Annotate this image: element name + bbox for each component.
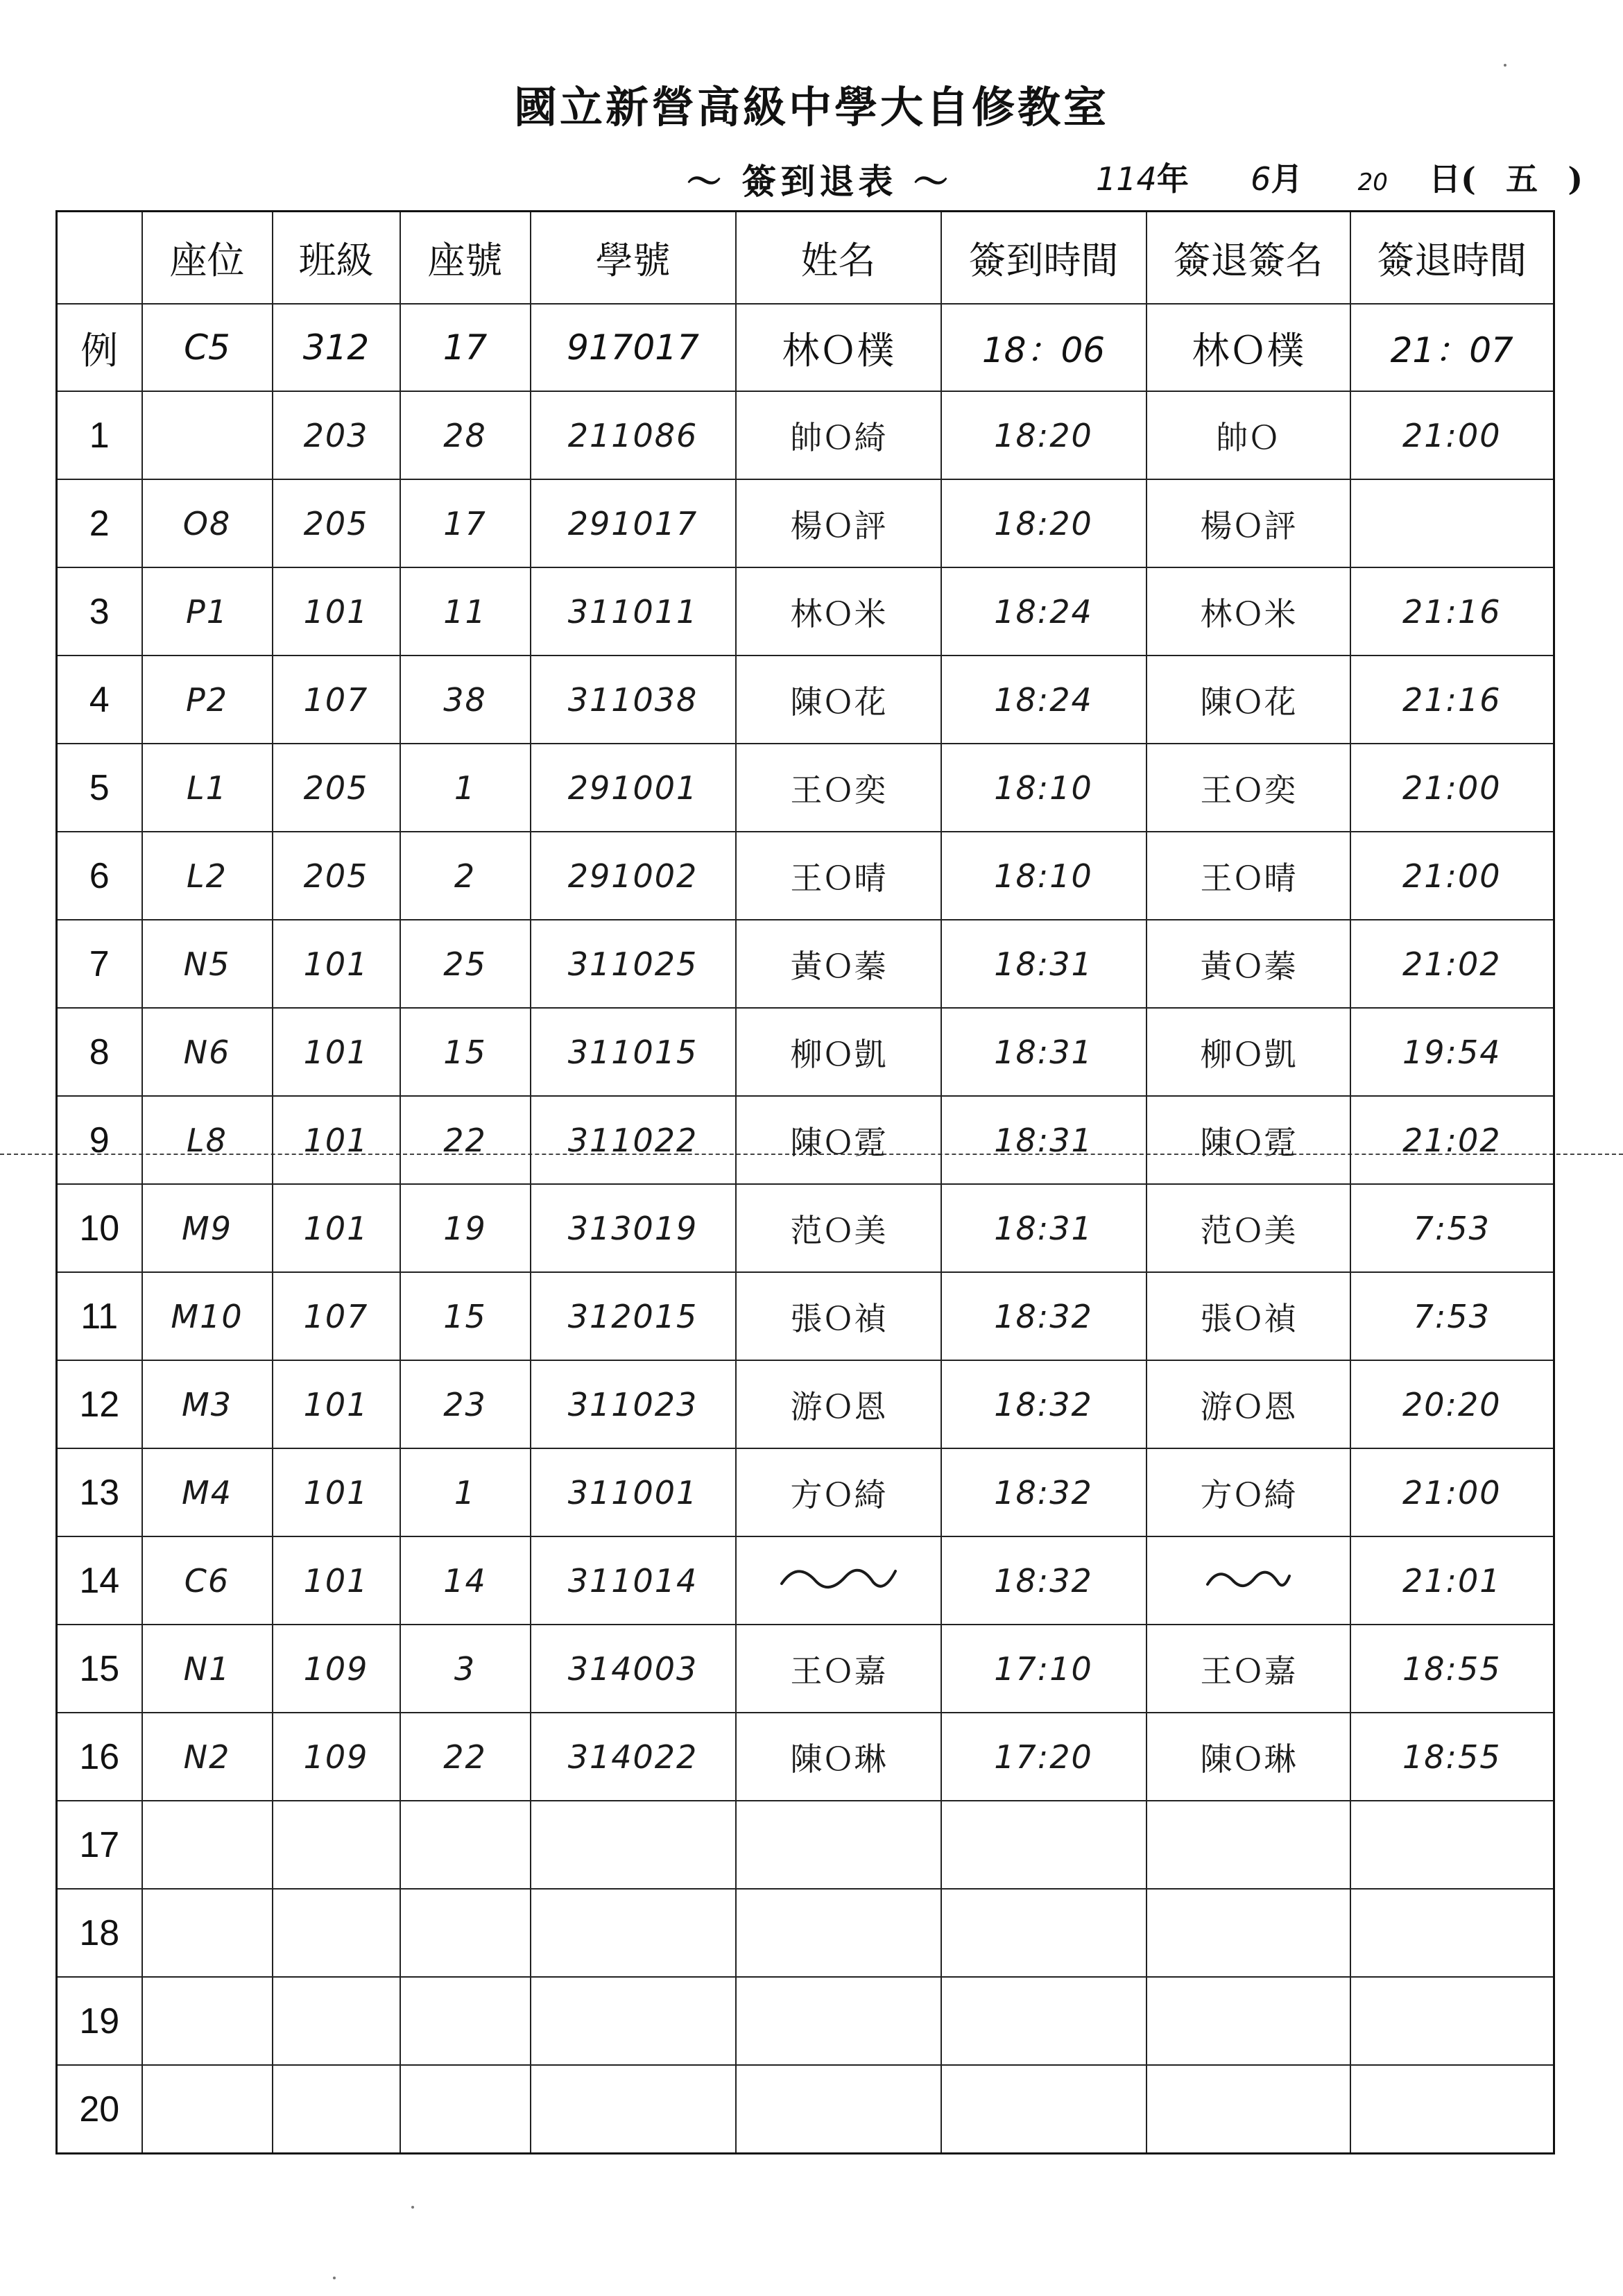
seat-no-cell: 14: [400, 1536, 531, 1625]
checkin-time-cell: 18:32: [941, 1536, 1147, 1625]
checkout-time-cell: [1350, 2065, 1554, 2154]
seat-cell: [142, 1801, 273, 1889]
table-row: [57, 479, 1554, 567]
seat-no-cell: 23: [400, 1360, 531, 1448]
seat-no-cell: [400, 1801, 531, 1889]
signature-cell: 方Ｏ綺: [1147, 1448, 1350, 1536]
signature-cell: 王Ｏ奕: [1147, 744, 1350, 832]
checkout-time-cell: [1350, 1801, 1554, 1889]
checkout-time-cell: 21:16: [1350, 656, 1554, 744]
name-cell: 方Ｏ綺: [736, 1448, 941, 1536]
row-number: 2: [57, 479, 142, 567]
student-id-cell: 311038: [531, 656, 736, 744]
checkout-time-cell: 18:55: [1350, 1625, 1554, 1713]
example-signature: 林Ｏ樸: [1147, 304, 1350, 391]
seat-no-cell: 19: [400, 1184, 531, 1272]
date-weekday: 五: [1506, 160, 1538, 198]
header-index: [57, 212, 142, 305]
seat-cell: N1: [142, 1625, 273, 1713]
example-seat-no: 17: [400, 304, 531, 391]
student-id-cell: 314003: [531, 1625, 736, 1713]
name-cell: 王Ｏ奕: [736, 744, 941, 832]
name-cell: [736, 1977, 941, 2065]
seat-no-cell: 11: [400, 567, 531, 656]
checkin-time-cell: [941, 1801, 1147, 1889]
student-id-cell: [531, 1889, 736, 1977]
checkout-time-cell: 7:53: [1350, 1272, 1554, 1360]
seat-no-cell: 15: [400, 1272, 531, 1360]
date-day-unit: 日: [1429, 160, 1461, 198]
example-checkout: 21：07: [1350, 304, 1554, 391]
header-checkout-time: 簽退時間: [1350, 212, 1554, 305]
table-header-row: [57, 212, 1554, 305]
table-row: [57, 1272, 1554, 1360]
sign-in-table: [55, 210, 1555, 2154]
class-cell: 101: [273, 567, 400, 656]
row-number: 12: [57, 1360, 142, 1448]
seat-cell: [142, 1977, 273, 2065]
class-cell: 107: [273, 656, 400, 744]
student-id-cell: 311022: [531, 1096, 736, 1184]
table-row: [57, 1977, 1554, 2065]
name-cell: 陳Ｏ花: [736, 656, 941, 744]
seat-no-cell: 3: [400, 1625, 531, 1713]
student-id-cell: 311015: [531, 1008, 736, 1096]
student-id-cell: 291017: [531, 479, 736, 567]
table-row: [57, 1801, 1554, 1889]
seat-no-cell: 15: [400, 1008, 531, 1096]
checkout-time-cell: 21:02: [1350, 1096, 1554, 1184]
table-row: [57, 1625, 1554, 1713]
table-row: [57, 1536, 1554, 1625]
signature-cell: 王Ｏ晴: [1147, 832, 1350, 920]
name-cell: 游Ｏ恩: [736, 1360, 941, 1448]
checkout-time-cell: [1350, 479, 1554, 567]
example-row: [57, 304, 1554, 391]
class-cell: [273, 1977, 400, 2065]
checkout-time-cell: 21:02: [1350, 920, 1554, 1008]
checkout-time-cell: 21:01: [1350, 1536, 1554, 1625]
example-label: 例: [57, 304, 142, 391]
signature-cell: 范Ｏ美: [1147, 1184, 1350, 1272]
checkin-time-cell: 18:32: [941, 1272, 1147, 1360]
table-row: [57, 1360, 1554, 1448]
scribble-mark: [776, 1556, 901, 1597]
class-cell: 101: [273, 920, 400, 1008]
seat-cell: L8: [142, 1096, 273, 1184]
table-row: [57, 391, 1554, 479]
class-cell: 101: [273, 1448, 400, 1536]
seat-no-cell: 22: [400, 1096, 531, 1184]
signature-cell: 帥Ｏ: [1147, 391, 1350, 479]
checkout-time-cell: 21:00: [1350, 1448, 1554, 1536]
checkout-time-cell: 21:16: [1350, 567, 1554, 656]
student-id-cell: 311025: [531, 920, 736, 1008]
name-cell: [736, 1801, 941, 1889]
row-number: 6: [57, 832, 142, 920]
row-number: 8: [57, 1008, 142, 1096]
signature-cell: 楊Ｏ評: [1147, 479, 1350, 567]
row-number: 10: [57, 1184, 142, 1272]
table-row: [57, 832, 1554, 920]
seat-cell: [142, 2065, 273, 2154]
row-number: 7: [57, 920, 142, 1008]
name-cell: 范Ｏ美: [736, 1184, 941, 1272]
seat-no-cell: 2: [400, 832, 531, 920]
row-number: 3: [57, 567, 142, 656]
scan-speck: [411, 2206, 414, 2209]
student-id-cell: [531, 1977, 736, 2065]
checkin-time-cell: 17:20: [941, 1713, 1147, 1801]
signature-cell: [1147, 2065, 1350, 2154]
date-weekday-open: (: [1461, 160, 1476, 198]
seat-cell: N2: [142, 1713, 273, 1801]
name-cell: [736, 1536, 941, 1625]
date-day: 20: [1357, 169, 1388, 196]
checkin-time-cell: [941, 2065, 1147, 2154]
header-name: 姓名: [736, 212, 941, 305]
row-number: 18: [57, 1889, 142, 1977]
seat-no-cell: [400, 2065, 531, 2154]
checkin-time-cell: 17:10: [941, 1625, 1147, 1713]
seat-cell: N6: [142, 1008, 273, 1096]
class-cell: 205: [273, 744, 400, 832]
student-id-cell: 311023: [531, 1360, 736, 1448]
checkin-time-cell: [941, 1889, 1147, 1977]
header-class: 班級: [273, 212, 400, 305]
row-number: 13: [57, 1448, 142, 1536]
checkin-time-cell: 18:10: [941, 832, 1147, 920]
seat-no-cell: 17: [400, 479, 531, 567]
class-cell: 101: [273, 1536, 400, 1625]
name-cell: [736, 1889, 941, 1977]
seat-cell: L1: [142, 744, 273, 832]
checkin-time-cell: [941, 1977, 1147, 2065]
seat-cell: M4: [142, 1448, 273, 1536]
signature-cell: [1147, 1801, 1350, 1889]
checkin-time-cell: 18:31: [941, 1096, 1147, 1184]
row-number: 17: [57, 1801, 142, 1889]
signature-cell: 陳Ｏ琳: [1147, 1713, 1350, 1801]
student-id-cell: 211086: [531, 391, 736, 479]
seat-no-cell: 25: [400, 920, 531, 1008]
name-cell: 張Ｏ禎: [736, 1272, 941, 1360]
class-cell: 205: [273, 479, 400, 567]
signature-cell: 王Ｏ嘉: [1147, 1625, 1350, 1713]
student-id-cell: 312015: [531, 1272, 736, 1360]
table-row: [57, 1008, 1554, 1096]
table-row: [57, 1096, 1554, 1184]
checkout-time-cell: 21:00: [1350, 832, 1554, 920]
checkout-time-cell: 19:54: [1350, 1008, 1554, 1096]
name-cell: 林Ｏ米: [736, 567, 941, 656]
table-row: [57, 920, 1554, 1008]
page-subtitle: ～ 簽到退表 ～: [687, 161, 952, 202]
checkin-time-cell: 18:24: [941, 567, 1147, 656]
seat-no-cell: 28: [400, 391, 531, 479]
example-name: 林Ｏ樸: [736, 304, 941, 391]
checkout-time-cell: 18:55: [1350, 1713, 1554, 1801]
student-id-cell: [531, 2065, 736, 2154]
row-number: 4: [57, 656, 142, 744]
signature-cell: 陳Ｏ花: [1147, 656, 1350, 744]
checkout-time-cell: 7:53: [1350, 1184, 1554, 1272]
checkin-time-cell: 18:31: [941, 1184, 1147, 1272]
name-cell: 陳Ｏ霓: [736, 1096, 941, 1184]
class-cell: 101: [273, 1184, 400, 1272]
example-class: 312: [273, 304, 400, 391]
class-cell: 101: [273, 1008, 400, 1096]
seat-cell: M10: [142, 1272, 273, 1360]
date-year: 114: [1096, 160, 1157, 198]
seat-no-cell: 22: [400, 1713, 531, 1801]
class-cell: [273, 1889, 400, 1977]
signature-cell: [1147, 1536, 1350, 1625]
table-row: [57, 744, 1554, 832]
seat-cell: N5: [142, 920, 273, 1008]
header-checkin-time: 簽到時間: [941, 212, 1147, 305]
row-number: 20: [57, 2065, 142, 2154]
student-id-cell: 313019: [531, 1184, 736, 1272]
header-seat: 座位: [142, 212, 273, 305]
seat-cell: M3: [142, 1360, 273, 1448]
seat-cell: O8: [142, 479, 273, 567]
row-number: 11: [57, 1272, 142, 1360]
name-cell: [736, 2065, 941, 2154]
checkin-time-cell: 18:10: [941, 744, 1147, 832]
class-cell: 101: [273, 1096, 400, 1184]
student-id-cell: 314022: [531, 1713, 736, 1801]
table-row: [57, 656, 1554, 744]
row-number: 9: [57, 1096, 142, 1184]
checkin-time-cell: 18:24: [941, 656, 1147, 744]
checkout-time-cell: 20:20: [1350, 1360, 1554, 1448]
checkin-time-cell: 18:32: [941, 1360, 1147, 1448]
row-number: 19: [57, 1977, 142, 2065]
header-student-id: 學號: [531, 212, 736, 305]
date-month: 6: [1251, 160, 1271, 198]
row-number: 14: [57, 1536, 142, 1625]
signature-cell: 柳Ｏ凱: [1147, 1008, 1350, 1096]
checkout-time-cell: [1350, 1889, 1554, 1977]
name-cell: 黃Ｏ蓁: [736, 920, 941, 1008]
name-cell: 柳Ｏ凱: [736, 1008, 941, 1096]
seat-no-cell: 1: [400, 744, 531, 832]
seat-cell: C6: [142, 1536, 273, 1625]
name-cell: 王Ｏ晴: [736, 832, 941, 920]
checkin-time-cell: 18:32: [941, 1448, 1147, 1536]
name-cell: 帥Ｏ綺: [736, 391, 941, 479]
seat-cell: [142, 1889, 273, 1977]
table-row: [57, 1713, 1554, 1801]
student-id-cell: 311001: [531, 1448, 736, 1536]
date-weekday-close: ): [1568, 160, 1583, 198]
row-number: 1: [57, 391, 142, 479]
class-cell: [273, 2065, 400, 2154]
seat-cell: [142, 391, 273, 479]
example-student-id: 917017: [531, 304, 736, 391]
form-date: [1096, 154, 1583, 200]
seat-no-cell: 1: [400, 1448, 531, 1536]
student-id-cell: 311011: [531, 567, 736, 656]
student-id-cell: 291002: [531, 832, 736, 920]
seat-no-cell: [400, 1889, 531, 1977]
student-id-cell: [531, 1801, 736, 1889]
class-cell: 205: [273, 832, 400, 920]
class-cell: 203: [273, 391, 400, 479]
scan-speck: [333, 2277, 336, 2279]
checkin-time-cell: 18:20: [941, 479, 1147, 567]
table-row: [57, 1889, 1554, 1977]
row-number: 16: [57, 1713, 142, 1801]
scan-speck: [1504, 64, 1506, 67]
seat-cell: L2: [142, 832, 273, 920]
table-row: [57, 567, 1554, 656]
seat-cell: P1: [142, 567, 273, 656]
checkin-time-cell: 18:31: [941, 1008, 1147, 1096]
checkin-time-cell: 18:20: [941, 391, 1147, 479]
class-cell: 107: [273, 1272, 400, 1360]
seat-no-cell: 38: [400, 656, 531, 744]
signature-cell: 陳Ｏ霓: [1147, 1096, 1350, 1184]
student-id-cell: 311014: [531, 1536, 736, 1625]
page-title: 國立新營高級中學大自修教室: [513, 82, 1109, 132]
example-seat: C5: [142, 304, 273, 391]
header-signature: 簽退簽名: [1147, 212, 1350, 305]
date-month-unit: 月: [1271, 160, 1303, 198]
name-cell: 楊Ｏ評: [736, 479, 941, 567]
signature-cell: 游Ｏ恩: [1147, 1360, 1350, 1448]
checkout-time-cell: 21:00: [1350, 744, 1554, 832]
name-cell: 王Ｏ嘉: [736, 1625, 941, 1713]
table-row: [57, 1448, 1554, 1536]
date-year-unit: 年: [1156, 160, 1189, 198]
name-cell: 陳Ｏ琳: [736, 1713, 941, 1801]
signature-cell: 黃Ｏ蓁: [1147, 920, 1350, 1008]
row-number: 15: [57, 1625, 142, 1713]
class-cell: [273, 1801, 400, 1889]
checkin-time-cell: 18:31: [941, 920, 1147, 1008]
example-checkin: 18：06: [941, 304, 1147, 391]
signature-cell: 張Ｏ禎: [1147, 1272, 1350, 1360]
seat-no-cell: [400, 1977, 531, 2065]
class-cell: 109: [273, 1625, 400, 1713]
class-cell: 109: [273, 1713, 400, 1801]
checkout-time-cell: [1350, 1977, 1554, 2065]
checkout-time-cell: 21:00: [1350, 391, 1554, 479]
student-id-cell: 291001: [531, 744, 736, 832]
scribble-mark: [1203, 1559, 1294, 1594]
seat-cell: P2: [142, 656, 273, 744]
seat-cell: M9: [142, 1184, 273, 1272]
table-row: [57, 1184, 1554, 1272]
table-row: [57, 2065, 1554, 2154]
signature-cell: [1147, 1977, 1350, 2065]
header-seat-no: 座號: [400, 212, 531, 305]
signature-cell: 林Ｏ米: [1147, 567, 1350, 656]
class-cell: 101: [273, 1360, 400, 1448]
row-number: 5: [57, 744, 142, 832]
signature-cell: [1147, 1889, 1350, 1977]
